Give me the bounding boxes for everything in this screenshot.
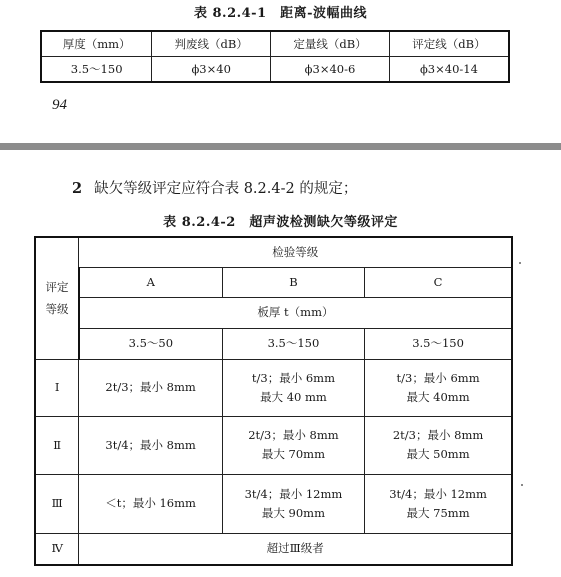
cell-reject-line: ϕ3×40	[152, 57, 271, 83]
table-row	[35, 416, 512, 474]
grade-cell-c-line2: 最大 40mm	[406, 389, 470, 404]
thickness-range-c: 3.5～150	[365, 328, 512, 359]
table1-title: 表 8.2.4-1 距离-波幅曲线	[193, 6, 368, 21]
distance-amplitude-table	[40, 30, 510, 83]
grade-label: Ⅳ	[35, 533, 79, 565]
table-row	[35, 297, 512, 328]
grade-cell-b-line2: 最大 40 mm	[260, 389, 327, 404]
page-divider	[0, 143, 561, 150]
defect-grade-table	[34, 236, 513, 566]
grade-cell-b	[222, 359, 364, 416]
grade-cell-c	[365, 416, 512, 474]
grade-cell-a: 2t/3；最小 8mm	[79, 359, 222, 416]
grade-label: Ⅰ	[35, 359, 79, 416]
page-number: 94	[52, 97, 67, 113]
table-row	[35, 474, 512, 533]
clause-number: 2	[72, 180, 83, 197]
grade-cell-b-line1: t/3；最小 6mm	[251, 370, 335, 385]
level-b: B	[222, 267, 364, 297]
plate-thickness-header: 板厚 t（mm）	[79, 297, 512, 328]
grade-cell-b	[222, 474, 364, 533]
header-evaluation-line: 评定线（dB）	[389, 31, 509, 57]
table-row	[35, 267, 512, 297]
header-thickness: 厚度（mm）	[41, 31, 152, 57]
table-row	[41, 57, 509, 83]
scan-speck	[521, 484, 523, 486]
grade-cell-a: 3t/4；最小 8mm	[79, 416, 222, 474]
table-row	[35, 237, 512, 267]
grade-cell-c	[365, 359, 512, 416]
clause-text: 缺欠等级评定应符合表 8.2.4-2 的规定；	[94, 181, 358, 197]
grade-cell-c-line1: t/3；最小 6mm	[396, 370, 480, 385]
grade-label: Ⅲ	[35, 474, 79, 533]
table-row	[35, 328, 512, 359]
table-row	[35, 533, 512, 565]
level-a: A	[79, 267, 222, 297]
cell-thickness: 3.5～150	[41, 57, 152, 83]
corner-label: 评定等级	[45, 280, 69, 317]
grade-cell-b	[222, 416, 364, 474]
grade-cell-c-line2: 最大 50mm	[406, 447, 470, 461]
grade-cell-c-line2: 最大 75mm	[406, 505, 470, 520]
table-row	[35, 359, 512, 416]
grade-cell-b-line1: 2t/3；最小 8mm	[248, 428, 339, 442]
grade-iv-cell: 超过Ⅲ级者	[79, 533, 512, 565]
cell-evaluation-line: ϕ3×40-14	[389, 57, 509, 83]
grade-cell-c-line1: 3t/4；最小 12mm	[389, 486, 487, 501]
inspection-level-header: 检验等级	[79, 237, 512, 267]
grade-cell-b-line2: 最大 90mm	[261, 505, 325, 520]
thickness-range-b: 3.5～150	[222, 328, 364, 359]
thickness-range-a: 3.5～50	[79, 328, 222, 359]
header-quantify-line: 定量线（dB）	[271, 31, 390, 57]
level-c: C	[365, 267, 512, 297]
scan-speck	[519, 262, 521, 264]
grade-label: Ⅱ	[35, 416, 79, 474]
table-header-row	[41, 31, 509, 57]
grade-cell-c-line1: 2t/3；最小 8mm	[392, 428, 484, 442]
clause-paragraph	[72, 177, 357, 198]
corner-label-cell	[35, 237, 79, 359]
grade-cell-b-line2: 最大 70mm	[261, 447, 325, 461]
header-reject-line: 判废线（dB）	[152, 31, 271, 57]
grade-cell-a: ＜t；最小 16mm	[79, 474, 222, 533]
cell-quantify-line: ϕ3×40-6	[271, 57, 390, 83]
grade-cell-c	[365, 474, 512, 533]
table2-title: 表 8.2.4-2 超声波检测缺欠等级评定	[163, 215, 398, 230]
grade-cell-b-line1: 3t/4；最小 12mm	[244, 486, 343, 501]
